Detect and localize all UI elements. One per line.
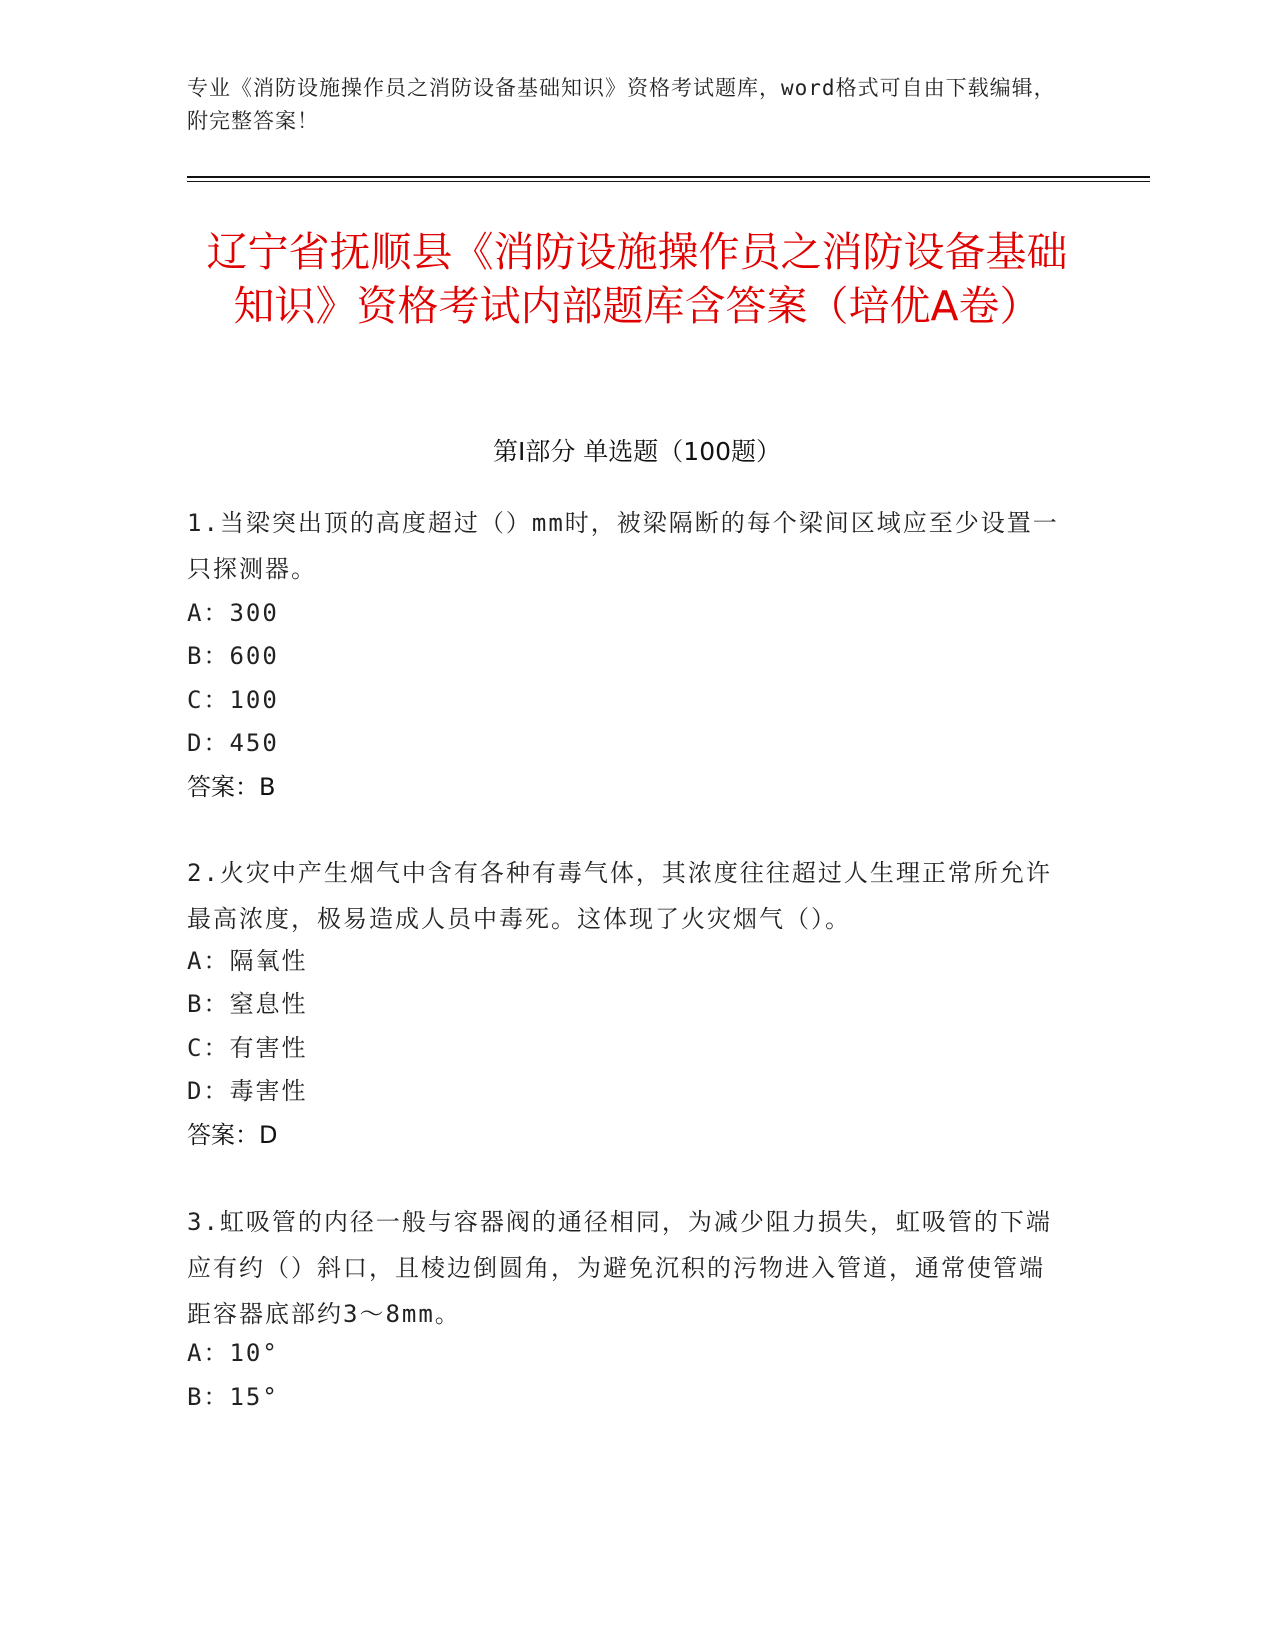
header-note: 专业《消防设施操作员之消防设备基础知识》资格考试题库，word格式可自由下载编辑，附完整答案！ — [187, 76, 1056, 133]
section-title: 第Ⅰ部分 单选题（100题） — [492, 437, 782, 466]
question-3-option-a: A：10° — [187, 1339, 279, 1367]
header-divider-thin — [187, 181, 1150, 182]
question-2-stem: 2.火灾中产生烟气中含有各种有毒气体，其浓度往往超过人生理正常所允许最高浓度，极易造成人员中毒死。这体现了火灾烟气（）。 — [187, 859, 1052, 933]
document-title: 辽宁省抚顺县《消防设施操作员之消防设备基础知识》资格考试内部题库含答案（培优A卷） — [206, 228, 1068, 330]
question-1-option-a: A：300 — [187, 599, 279, 627]
question-1-answer: 答案：B — [187, 773, 276, 801]
question-2-answer: 答案：D — [187, 1121, 278, 1149]
question-3-option-b: B：15° — [187, 1383, 279, 1411]
question-1-option-b: B：600 — [187, 642, 279, 670]
question-2-option-c: C：有害性 — [187, 1034, 308, 1062]
question-1-stem: 1.当梁突出顶的高度超过（）mm时，被梁隔断的每个梁间区域应至少设置一只探测器。 — [187, 509, 1059, 583]
question-1-option-c: C：100 — [187, 686, 279, 714]
header-divider-thick — [187, 176, 1150, 178]
question-2-option-d: D：毒害性 — [187, 1077, 308, 1105]
question-2-option-a: A：隔氧性 — [187, 947, 308, 975]
question-2-option-b: B：窒息性 — [187, 990, 308, 1018]
question-3-stem: 3.虹吸管的内径一般与容器阀的通径相同，为减少阻力损失，虹吸管的下端应有约（）斜口，且棱边倒圆角，为避免沉积的污物进入管道，通常使管端距容器底部约3～8mm。 — [187, 1208, 1052, 1328]
question-1-option-d: D：450 — [187, 729, 279, 757]
